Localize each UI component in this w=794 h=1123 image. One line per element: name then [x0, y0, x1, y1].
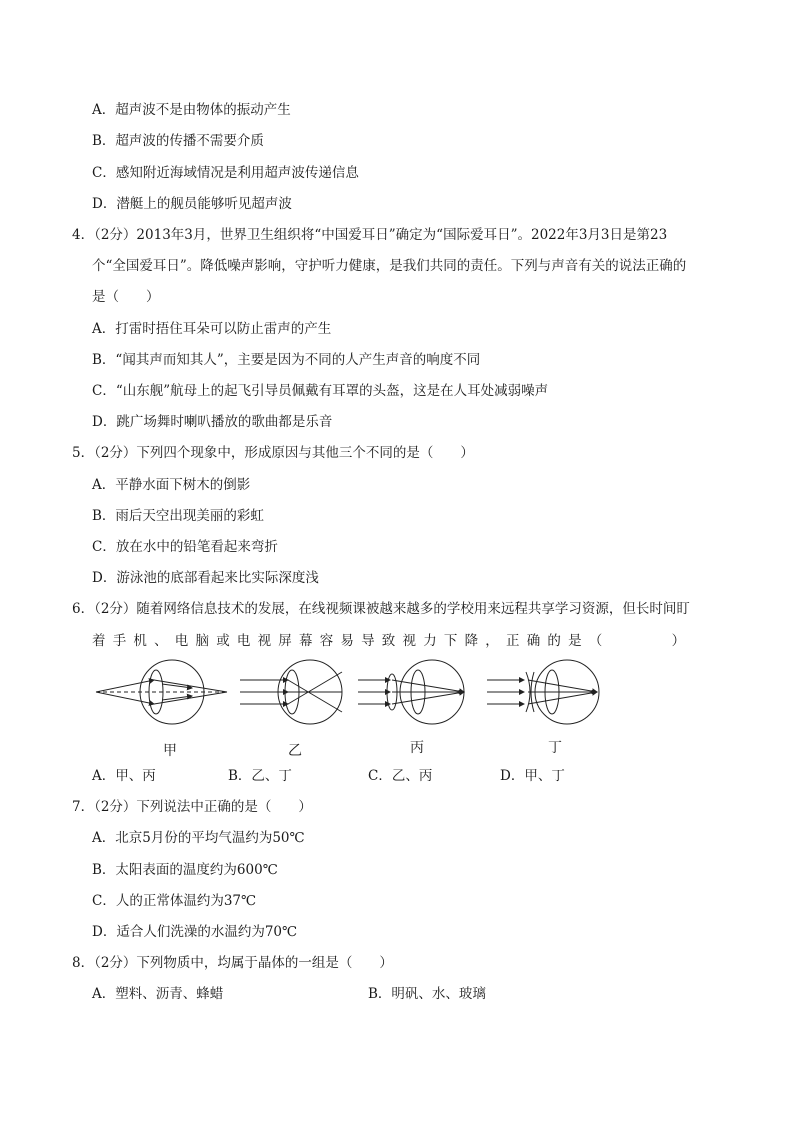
q5-option-a: A．平静水面下树木的倒影 [92, 477, 251, 493]
figure-yi-eye [240, 660, 342, 724]
q6-stem-line2: 着手机、电脑或电视屏幕容易导致视力下降，正确的是（ ） [92, 633, 693, 649]
q4-stem-line1: 4．（2分）2013年3月，世界卫生组织将“中国爱耳日”确定为“国际爱耳日”。2022年3月3日是第23 [72, 227, 668, 243]
q6-option-d: D．甲、丁 [500, 768, 565, 784]
q4-option-c: C．“山东舰”航母上的起飞引导员佩戴有耳罩的头盔，这是在人耳处减弱噪声 [92, 383, 549, 399]
q5-option-c: C．放在水中的铅笔看起来弯折 [92, 539, 278, 555]
q8-option-b: B．明矾、水、玻璃 [368, 986, 486, 1002]
q7-option-c: C．人的正常体温约为37℃ [92, 893, 257, 909]
q7-option-a: A．北京5月份的平均气温约为50℃ [92, 830, 305, 846]
q6-options-row [92, 767, 692, 785]
q5-option-b: B．雨后天空出现美丽的彩虹 [92, 508, 264, 524]
q5-stem: 5．（2分）下列四个现象中，形成原因与其他三个不同的是（ ） [72, 445, 474, 461]
q7-stem: 7．（2分）下列说法中正确的是（ ） [72, 799, 312, 815]
q6-option-a: A．甲、丙 [92, 768, 156, 784]
q6-stem-line1: 6．（2分）随着网络信息技术的发展，在线视频课被越来越多的学校用来远程共享学习资源，但长时间盯 [72, 601, 690, 617]
figure-bing-eye [358, 660, 464, 724]
q3-option-b: B．超声波的传播不需要介质 [92, 133, 264, 149]
q5-option-d: D．游泳池的底部看起来比实际深度浅 [92, 570, 319, 586]
figure-ding-eye [487, 660, 599, 724]
q4-option-d: D．跳广场舞时喇叭播放的歌曲都是乐音 [92, 414, 333, 430]
q4-stem-line3: 是（ ） [92, 289, 160, 305]
figure-label-ding: 丁 [548, 740, 562, 756]
q8-options-row [92, 985, 692, 1003]
figure-label-jia: 甲 [163, 743, 177, 759]
q8-option-a: A．塑料、沥青、蜂蜡 [92, 986, 224, 1002]
figure-jia-eye [96, 660, 227, 724]
q7-option-b: B．太阳表面的温度约为600℃ [92, 862, 278, 878]
q7-option-d: D．适合人们洗澡的水温约为70℃ [92, 924, 298, 940]
q8-stem: 8．（2分）下列物质中，均属于晶体的一组是（ ） [72, 955, 393, 971]
q4-stem-line2: 个“全国爱耳日”。降低噪声影响，守护听力健康，是我们共同的责任。下列与声音有关的说法正确的 [92, 258, 687, 274]
figure-label-bing: 丙 [410, 740, 424, 756]
q3-option-c: C．感知附近海域情况是利用超声波传递信息 [92, 165, 359, 181]
figure-label-yi: 乙 [288, 743, 302, 759]
q3-option-d: D．潜艇上的舰员能够听见超声波 [92, 196, 292, 212]
q6-option-b: B．乙、丁 [228, 768, 292, 784]
q3-option-a: A．超声波不是由物体的振动产生 [92, 102, 291, 118]
q4-option-b: B．“闻其声而知其人”，主要是因为不同的人产生声音的响度不同 [92, 352, 481, 368]
q6-option-c: C．乙、丙 [368, 768, 433, 784]
q4-option-a: A．打雷时捂住耳朵可以防止雷声的产生 [92, 321, 332, 337]
